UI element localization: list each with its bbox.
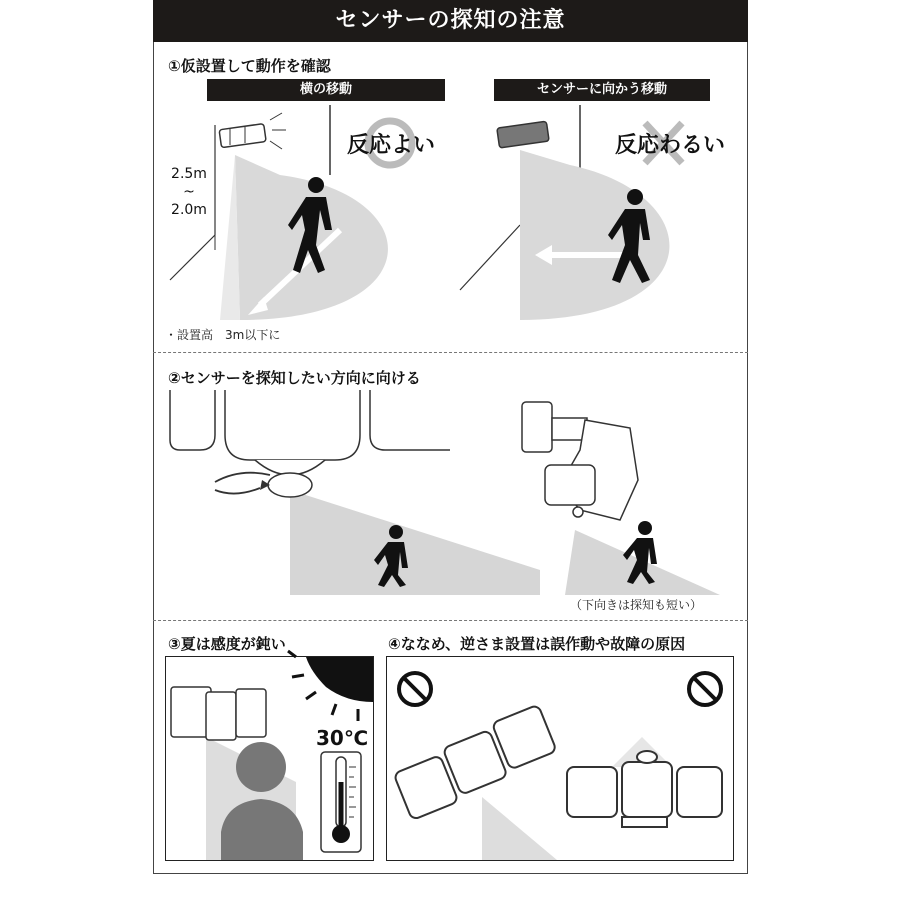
section-divider [153, 352, 748, 353]
section1-heading: ①仮設置して動作を確認 [168, 57, 331, 75]
light-fixture-icon [219, 124, 266, 148]
section3-heading: ③夏は感度が鈍い [168, 635, 286, 653]
sun-icon [288, 651, 373, 721]
height-tilde: ~ [183, 184, 195, 200]
bad-reaction-label: 反応わるい [615, 133, 726, 158]
height-top: 2.5m [171, 166, 207, 182]
light-fixture-icon [171, 687, 266, 740]
install-height-note: ・設置高 3m以下に [165, 328, 281, 342]
section-divider [153, 620, 748, 621]
light-fixture-icon [497, 121, 549, 148]
downward-note: （下向きは探知も短い） [570, 598, 703, 612]
pill-side-movement: 横の移動 [207, 79, 445, 101]
upside-down-light-icon [567, 751, 722, 827]
good-reaction-label: 反応よい [347, 133, 436, 158]
no-sign-icon [399, 673, 431, 705]
height-dimension [168, 165, 210, 219]
height-bottom: 2.0m [171, 202, 207, 218]
page-title: センサーの探知の注意 [153, 0, 748, 42]
section4-heading: ④ななめ、逆さま設置は誤作動や故障の原因 [388, 635, 686, 653]
no-sign-icon [689, 673, 721, 705]
aim-sensor-illustration [160, 390, 740, 605]
tilted-light-icon [390, 705, 561, 821]
thermometer-icon [321, 752, 361, 852]
summer-illustration [166, 657, 373, 860]
temperature-label: 30℃ [316, 726, 369, 750]
sensor-light-side-view [522, 402, 638, 520]
section2-heading: ②センサーを探知したい方向に向ける [168, 369, 421, 387]
pill-toward-sensor: センサーに向かう移動 [494, 79, 710, 101]
tilt-illustration [387, 657, 733, 860]
sensor-head-icon [268, 473, 312, 497]
